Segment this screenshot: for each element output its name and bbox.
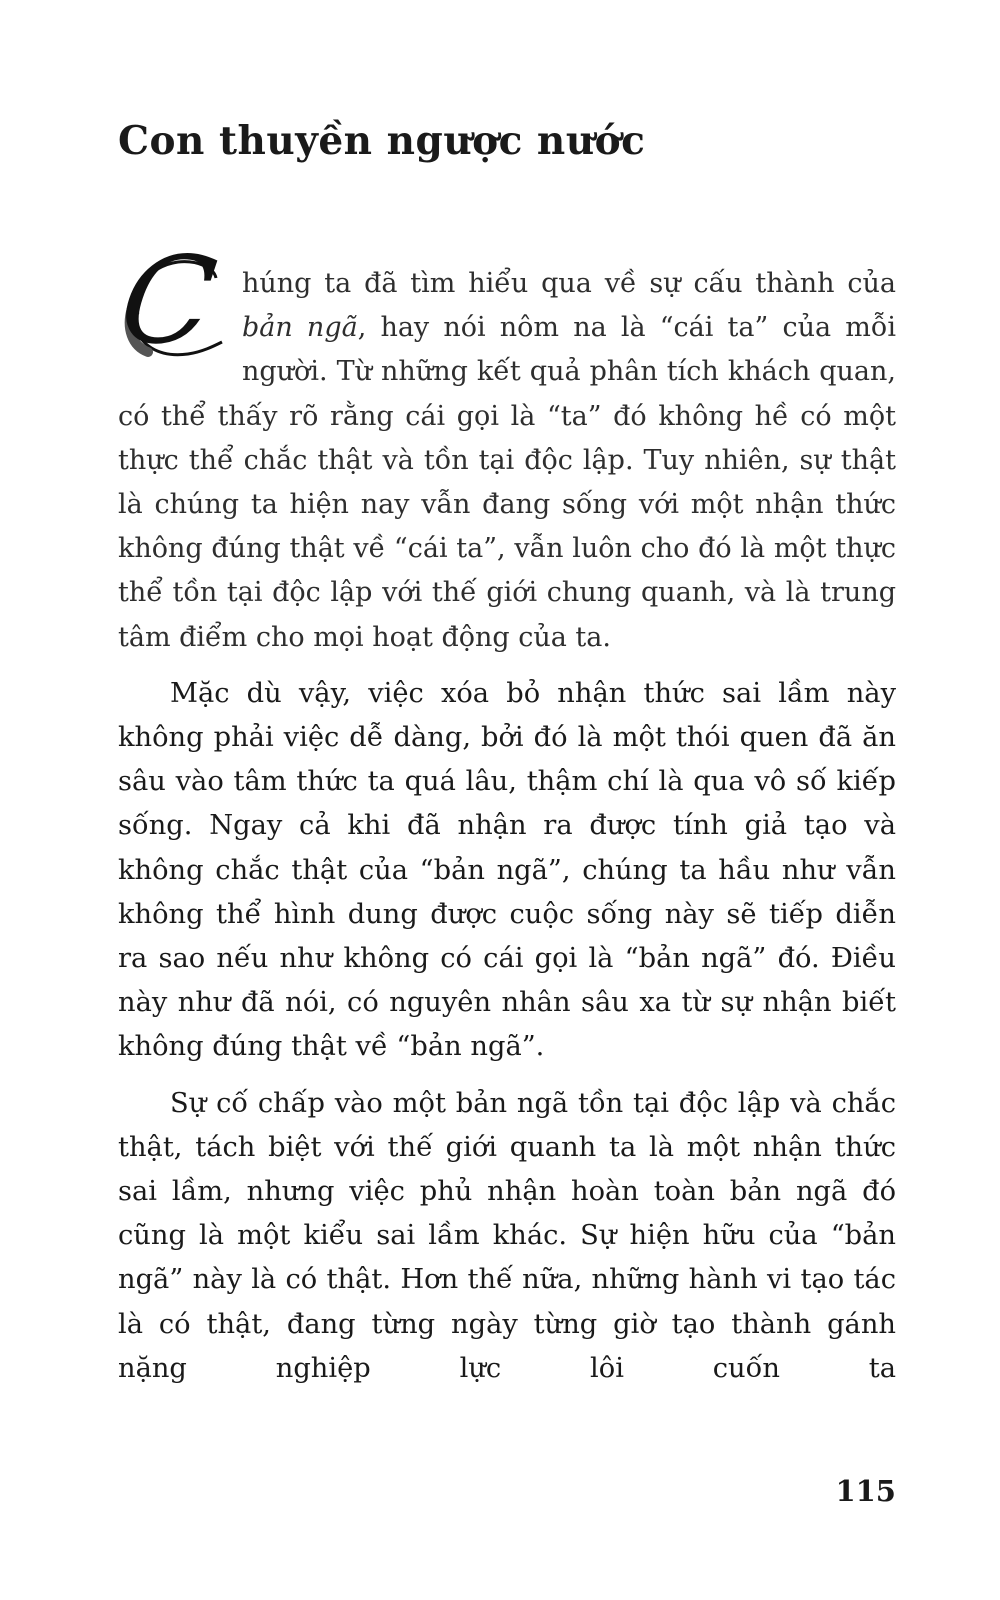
paragraph-2: Mặc dù vậy, việc xóa bỏ nhận thức sai lầm này không phải việc dễ dàng, bởi đó là một thói quen đã ăn sâu vào tâm thức ta quá lâu, thậm chí là qua vô số kiếp sống. Ngay cả khi đã nhận ra được tính giả tạo và không chắc thật của “bản ngã”, chúng ta hầu như vẫn không thể hình dung được cuộc sống này sẽ tiếp diễn ra sao nếu như không có cái gọi là “bản ngã” đó. Điều này như đã nói, có nguyên nhân sâu xa từ sự nhận biết không đúng thật về “bản ngã”. [118,677,896,1063]
paragraph-3: Sự cố chấp vào một bản ngã tồn tại độc lập và chắc thật, tách biệt với thế giới quanh ta là một nhận thức sai lầm, nhưng việc phủ nhận hoàn toàn bản ngã đó cũng là một kiểu sai lầm khác. Sự hiện hữu của “bản ngã” này là có thật. Hơn thế nữa, những hành vi tạo tác là có thật, đang từng ngày từng giờ tạo thành gánh nặng nghiệp lực lôi cuốn ta [118,1087,896,1384]
paragraph-1-text-a: húng ta đã tìm hiểu qua về sự cấu thành của [242,268,896,299]
paragraph-1-emphasis: bản ngã [242,312,358,344]
page-number: 115 [835,1474,896,1508]
paragraph-1 [112,232,896,660]
paragraph-1-text-b: , hay nói nôm na là “cái ta” của mỗi người. Từ những kết quả phân tích khách quan, có thể thấy rõ rằng cái gọi là “ta” đó không hề có một thực thể chắc thật và tồn tại độc lập. Tuy nhiên, sự thật là chúng ta hiện nay vẫn đang sống với một nhận thức không đúng thật về “cái ta”, vẫn luôn cho đó là một thực thể tồn tại độc lập với thế giới chung quanh, và là trung tâm điểm cho mọi hoạt động của ta. [118,312,896,653]
drop-cap-letter: C [112,232,224,371]
chapter-title: Con thuyền ngược nước [118,118,646,164]
drop-cap-ornament [112,232,230,371]
body-text [112,232,896,1391]
